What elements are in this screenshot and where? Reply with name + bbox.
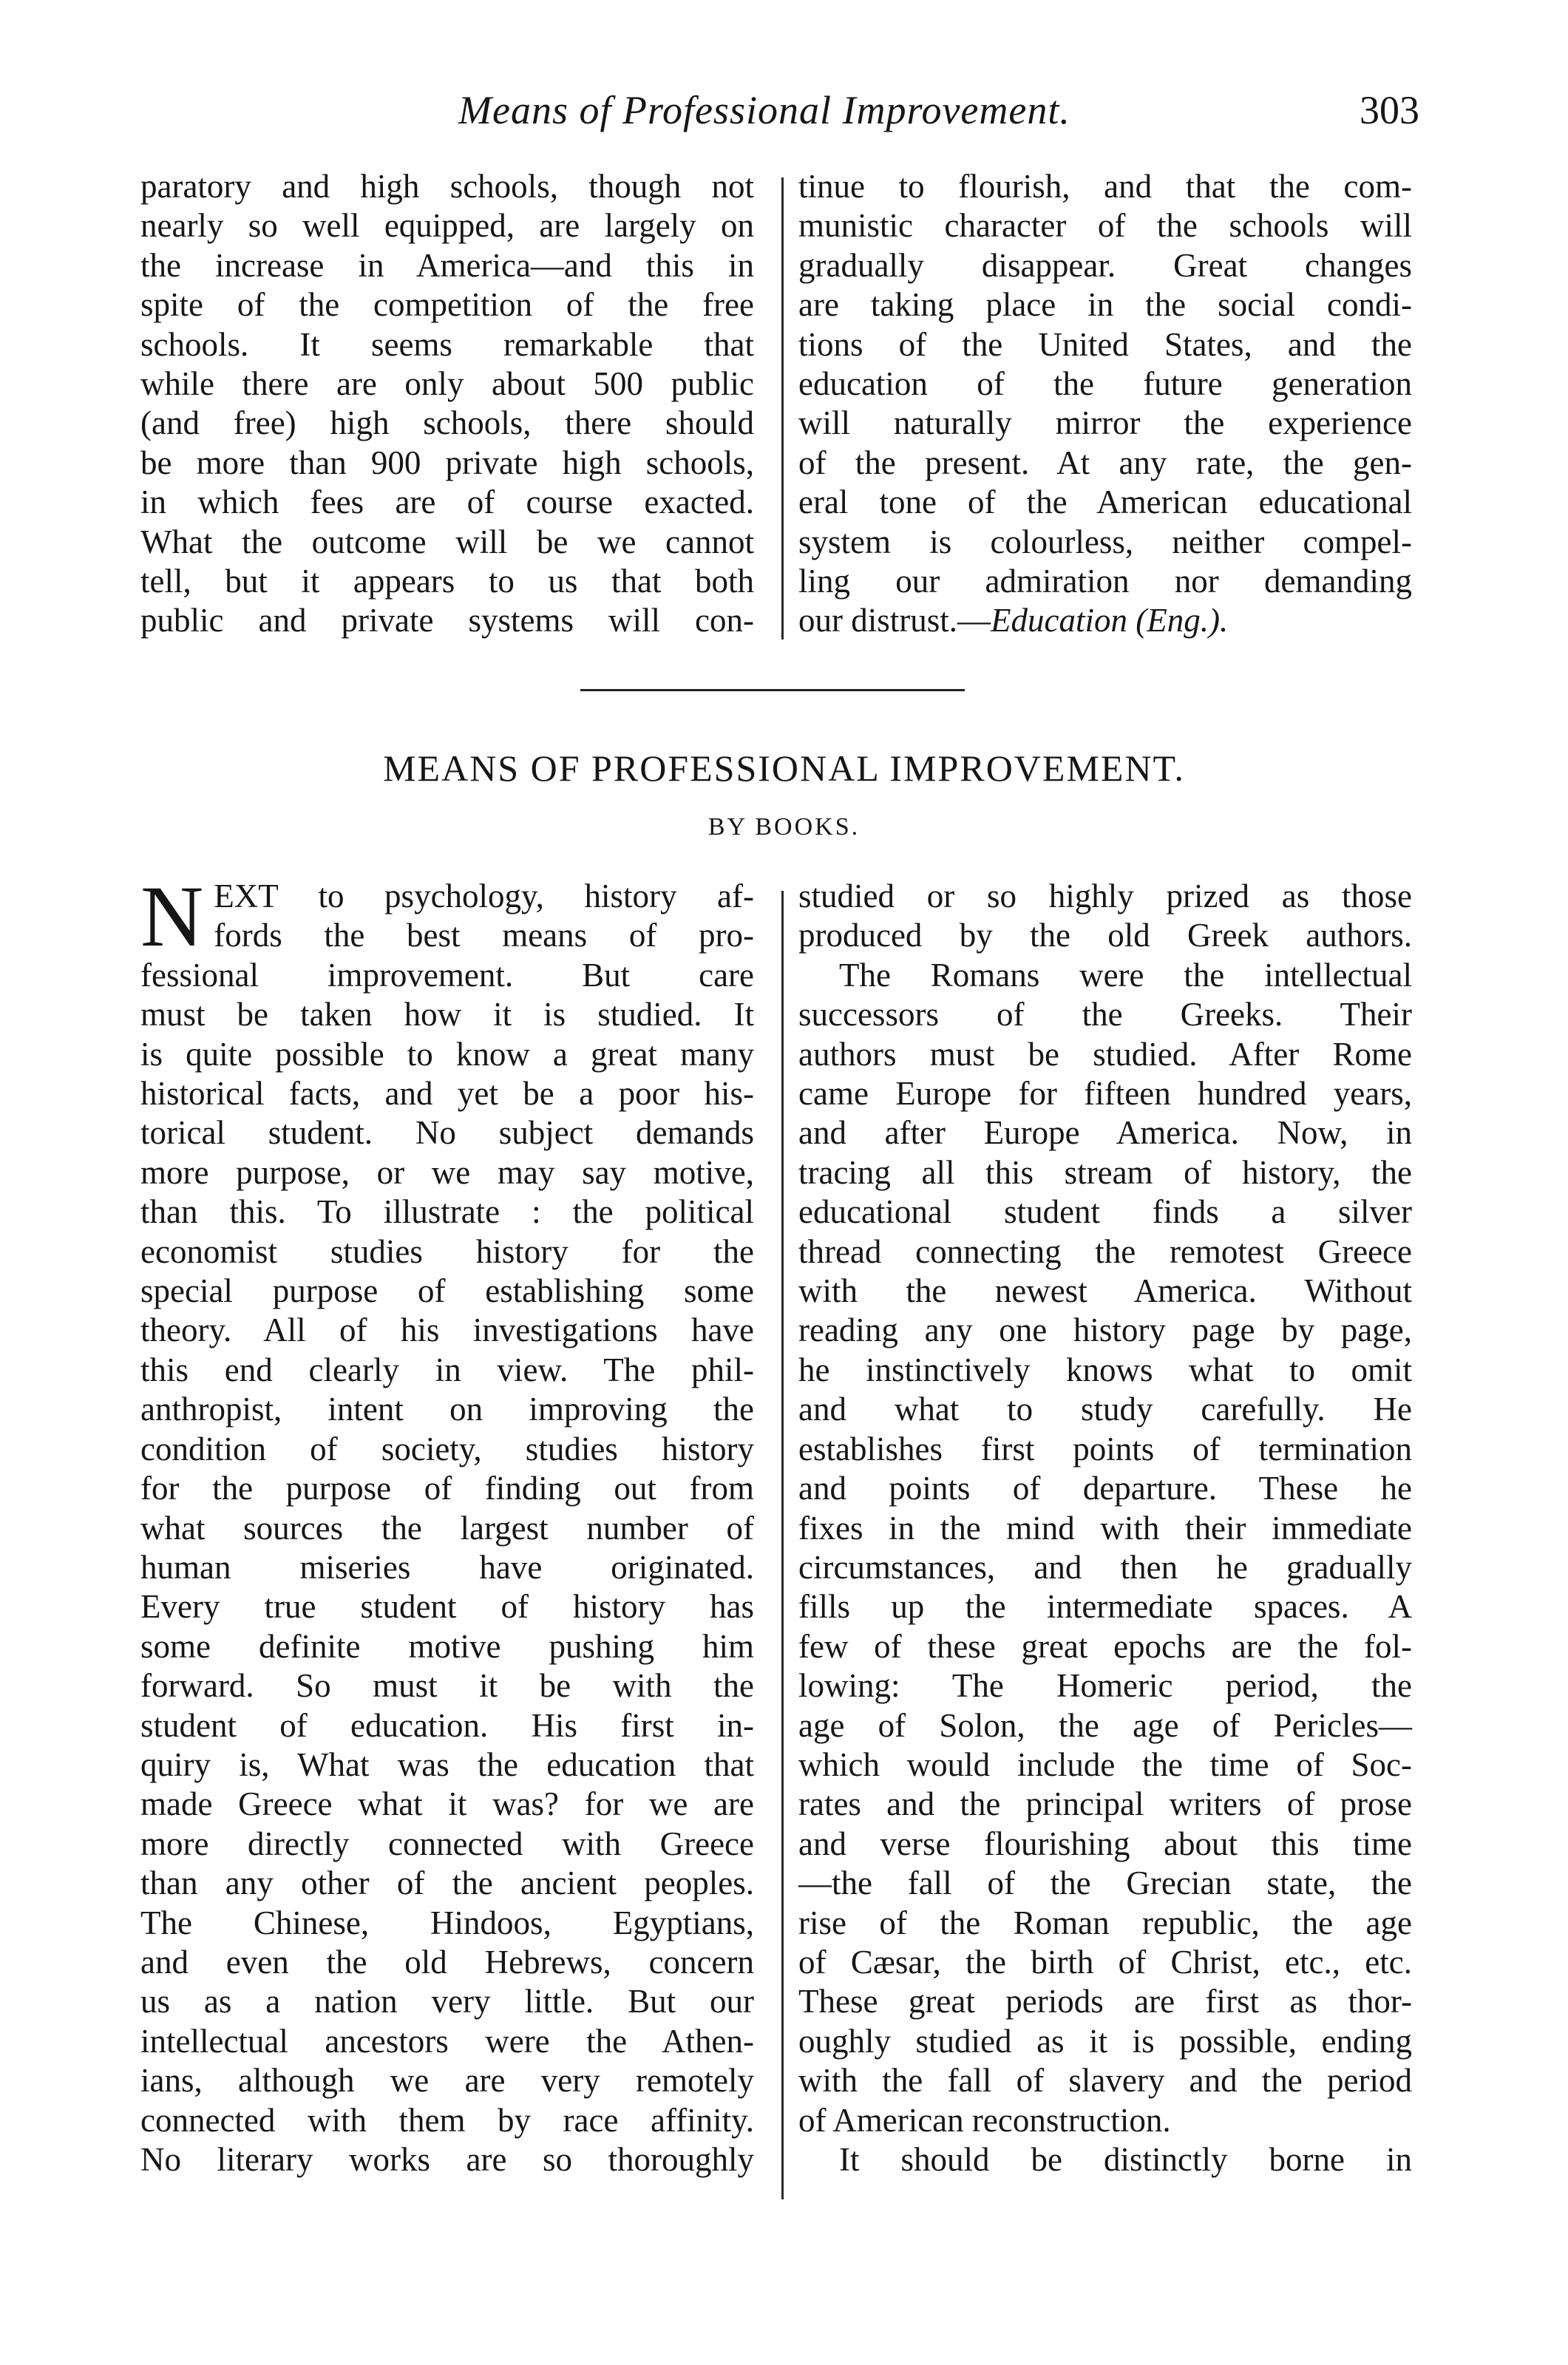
text-line: Every true student of history has — [140, 1588, 754, 1626]
text-line: paratory and high schools, though not — [140, 168, 754, 205]
article-left-column — [140, 868, 754, 2179]
article-title: MEANS OF PROFESSIONAL IMPROVEMENT. — [383, 747, 1185, 789]
text-line: the increase in America—and this in — [140, 246, 754, 284]
text-line — [798, 956, 1412, 995]
text-line: education of the future generation — [798, 365, 1412, 403]
text-line: few of these great epochs are the fol- — [798, 1627, 1412, 1665]
text-line: fessional improvement. But care — [140, 956, 754, 994]
page-header — [140, 87, 1427, 139]
text-line: reading any one history page by page, — [798, 1312, 1412, 1349]
top-right-column — [798, 167, 1412, 641]
text-line: What the outcome will be we cannot — [140, 523, 754, 560]
text-line: connected with them by race affinity. — [140, 2101, 754, 2139]
text-line: is quite possible to know a great many — [140, 1035, 754, 1073]
text-line: theory. All of his investigations have — [140, 1312, 754, 1349]
text-line: nearly so well equipped, are largely on — [140, 207, 754, 245]
text-line: some definite motive pushing him — [140, 1627, 754, 1665]
text-line: of Cæsar, the birth of Christ, etc., etc. — [798, 1943, 1412, 1981]
column-divider-article — [781, 891, 784, 2199]
top-left-column — [140, 167, 754, 641]
text-line: came Europe for fifteen hundred years, — [798, 1075, 1412, 1113]
article-subtitle: BY BOOKS. — [707, 813, 861, 841]
text-line: student of education. His first in- — [140, 1706, 754, 1744]
text-line: are taking place in the social condi- — [798, 286, 1412, 324]
source-lead: our distrust.— — [798, 602, 991, 639]
text-line: studied or so highly prized as those — [798, 878, 1412, 915]
text-line: successors of the Greeks. Their — [798, 996, 1412, 1034]
text-line: circumstances, and then he gradually — [798, 1548, 1412, 1586]
text-line: and what to study carefully. He — [798, 1391, 1412, 1428]
column-divider-top — [781, 177, 784, 639]
text-line: more purpose, or we may say motive, — [140, 1153, 754, 1191]
text-line: condition of society, studies history — [140, 1430, 754, 1467]
text-line-content: The Romans were the intellectual — [839, 956, 1412, 994]
text-line: establishes first points of termination — [798, 1430, 1412, 1467]
text-line: schools. It seems remarkable that — [140, 325, 754, 363]
text-line: with the fall of slavery and the period — [798, 2062, 1412, 2100]
text-line: fords the best means of pro- — [214, 917, 754, 954]
drop-cap: N — [140, 868, 204, 965]
text-line: us as a nation very little. But our — [140, 1983, 754, 2020]
text-line: produced by the old Greek authors. — [798, 917, 1412, 954]
article-right-column — [798, 877, 1412, 2179]
text-line — [798, 2140, 1412, 2179]
text-line: he instinctively knows what to omit — [798, 1351, 1412, 1388]
text-line: in which fees are of course exacted. — [140, 483, 754, 521]
text-line: for the purpose of finding out from — [140, 1470, 754, 1507]
section-divider — [580, 689, 965, 691]
text-line: will naturally mirror the experience — [798, 404, 1412, 442]
text-line: while there are only about 500 public — [140, 365, 754, 403]
text-line: than this. To illustrate : the political — [140, 1193, 754, 1231]
text-line: of American reconstruction. — [798, 2101, 1171, 2139]
text-line: These great periods are first as thor- — [798, 1983, 1412, 2020]
text-line: fills up the intermediate spaces. A — [798, 1588, 1412, 1626]
text-line: EXT to psychology, history af- — [214, 878, 754, 915]
text-line: more directly connected with Greece — [140, 1825, 754, 1862]
text-line: tracing all this stream of history, the — [798, 1153, 1412, 1191]
text-line: economist studies history for the — [140, 1232, 754, 1270]
text-line: fixes in the mind with their immediate — [798, 1509, 1412, 1547]
text-line: intellectual ancestors were the Athen- — [140, 2022, 754, 2060]
text-line: system is colourless, neither compel- — [798, 523, 1412, 560]
text-line: made Greece what it was? for we are — [140, 1785, 754, 1823]
text-line: tinue to flourish, and that the com- — [798, 168, 1412, 205]
text-line: with the newest America. Without — [798, 1272, 1412, 1310]
text-line: spite of the competition of the free — [140, 286, 754, 324]
text-line: anthropist, intent on improving the — [140, 1391, 754, 1428]
text-line: forward. So must it be with the — [140, 1667, 754, 1705]
text-line: and verse flourishing about this time — [798, 1825, 1412, 1862]
text-line: lowing: The Homeric period, the — [798, 1667, 1412, 1705]
text-line: and even the old Hebrews, concern — [140, 1943, 754, 1981]
text-line: The Chinese, Hindoos, Egyptians, — [140, 1904, 754, 1941]
text-line: be more than 900 private high schools, — [140, 444, 754, 481]
text-line: what sources the largest number of — [140, 1509, 754, 1547]
text-line: ling our admiration nor demanding — [798, 563, 1412, 600]
text-line: must be taken how it is studied. It — [140, 996, 754, 1034]
text-line: historical facts, and yet be a poor his- — [140, 1075, 754, 1113]
text-line: than any other of the ancient peoples. — [140, 1864, 754, 1902]
text-line: special purpose of establishing some — [140, 1272, 754, 1310]
text-line: (and free) high schools, there should — [140, 404, 754, 442]
text-line: torical student. No subject demands — [140, 1114, 754, 1152]
text-line: age of Solon, the age of Pericles— — [798, 1706, 1412, 1744]
text-line: educational student finds a silver — [798, 1193, 1412, 1231]
text-line: and after Europe America. Now, in — [798, 1114, 1412, 1152]
text-line: eral tone of the American educational — [798, 483, 1412, 521]
text-line: munistic character of the schools will — [798, 207, 1412, 245]
text-line: oughly studied as it is possible, ending — [798, 2022, 1412, 2060]
text-line: rates and the principal writers of prose — [798, 1785, 1412, 1823]
text-line: No literary works are so thoroughly — [140, 2141, 754, 2178]
text-line: human miseries have originated. — [140, 1548, 754, 1586]
text-line: tell, but it appears to us that both — [140, 563, 754, 600]
text-line-source — [798, 601, 1412, 640]
text-line: and points of departure. These he — [798, 1470, 1412, 1507]
text-line: quiry is, What was the education that — [140, 1745, 754, 1783]
page-number: 303 — [1360, 88, 1419, 132]
source-citation: Education (Eng.). — [991, 602, 1229, 639]
text-line: tions of the United States, and the — [798, 325, 1412, 363]
text-line: gradually disappear. Great changes — [798, 246, 1412, 284]
text-line: this end clearly in view. The phil- — [140, 1351, 754, 1388]
text-line: ians, although we are very remotely — [140, 2062, 754, 2100]
running-title: Means of Professional Improvement. — [458, 88, 1070, 132]
text-line: thread connecting the remotest Greece — [798, 1232, 1412, 1270]
text-line: —the fall of the Grecian state, the — [798, 1864, 1412, 1902]
text-line-content: It should be distinctly borne in — [839, 2141, 1412, 2178]
text-line: of the present. At any rate, the gen- — [798, 444, 1412, 481]
text-line: authors must be studied. After Rome — [798, 1035, 1412, 1073]
text-line: which would include the time of Soc- — [798, 1745, 1412, 1783]
text-line: rise of the Roman republic, the age — [798, 1904, 1412, 1941]
text-line: public and private systems will con- — [140, 602, 754, 639]
